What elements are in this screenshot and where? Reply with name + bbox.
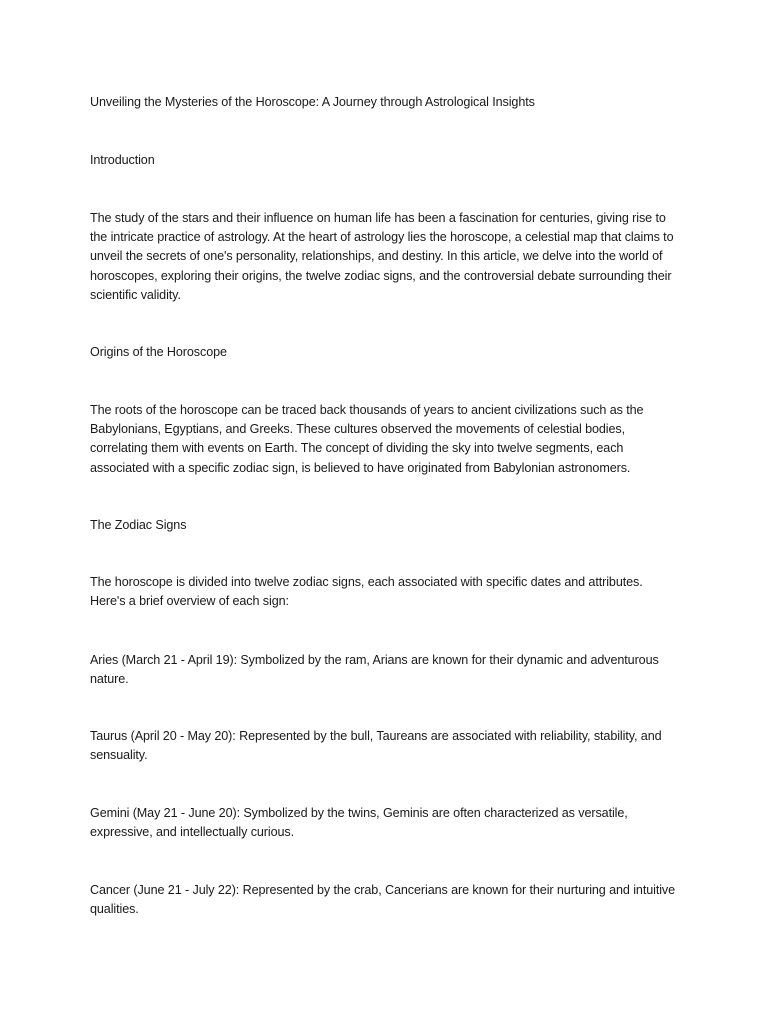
paragraph-cancer: Cancer (June 21 - July 22): Represented by the crab, Cancerians are known for their nurturing and intuitive qualities. — [90, 883, 676, 917]
paragraph-gemini: Gemini (May 21 - June 20): Symbolized by the twins, Geminis are often characterized as versatile, expressive, and intellectually curious. — [90, 806, 628, 840]
document-title: Unveiling the Mysteries of the Horoscope: A Journey through Astrological Insights — [90, 95, 535, 109]
heading-origins: Origins of the Horoscope — [90, 345, 227, 359]
paragraph-aries: Aries (March 21 - April 19): Symbolized by the ram, Arians are known for their dynamic and adventurous nature. — [90, 653, 659, 687]
heading-introduction: Introduction — [90, 153, 155, 167]
paragraph-introduction: The study of the stars and their influence on human life has been a fascination for centuries, giving rise to the intricate practice of astrology. At the heart of astrology lies the horoscope, a celestial map that claims to unveil the secrets of one's personality, relationships, and destiny. In this article, we delve into the world of horoscopes, exploring their origins, the twelve zodiac signs, and the controversial debate surrounding their scientific validity. — [90, 211, 674, 302]
paragraph-taurus: Taurus (April 20 - May 20): Represented by the bull, Taureans are associated with reliability, stability, and sensuality. — [90, 729, 662, 763]
paragraph-zodiac-intro: The horoscope is divided into twelve zodiac signs, each associated with specific dates and attributes. Here's a brief overview of each sign: — [90, 575, 643, 609]
paragraph-origins: The roots of the horoscope can be traced back thousands of years to ancient civilizations such as the Babylonians, Egyptians, and Greeks. These cultures observed the movements of celestial bodies, correlating them with events on Earth. The concept of dividing the sky into twelve segments, each associated with a specific zodiac sign, is believed to have originated from Babylonian astronomers. — [90, 403, 644, 475]
heading-zodiac-signs: The Zodiac Signs — [90, 518, 187, 532]
